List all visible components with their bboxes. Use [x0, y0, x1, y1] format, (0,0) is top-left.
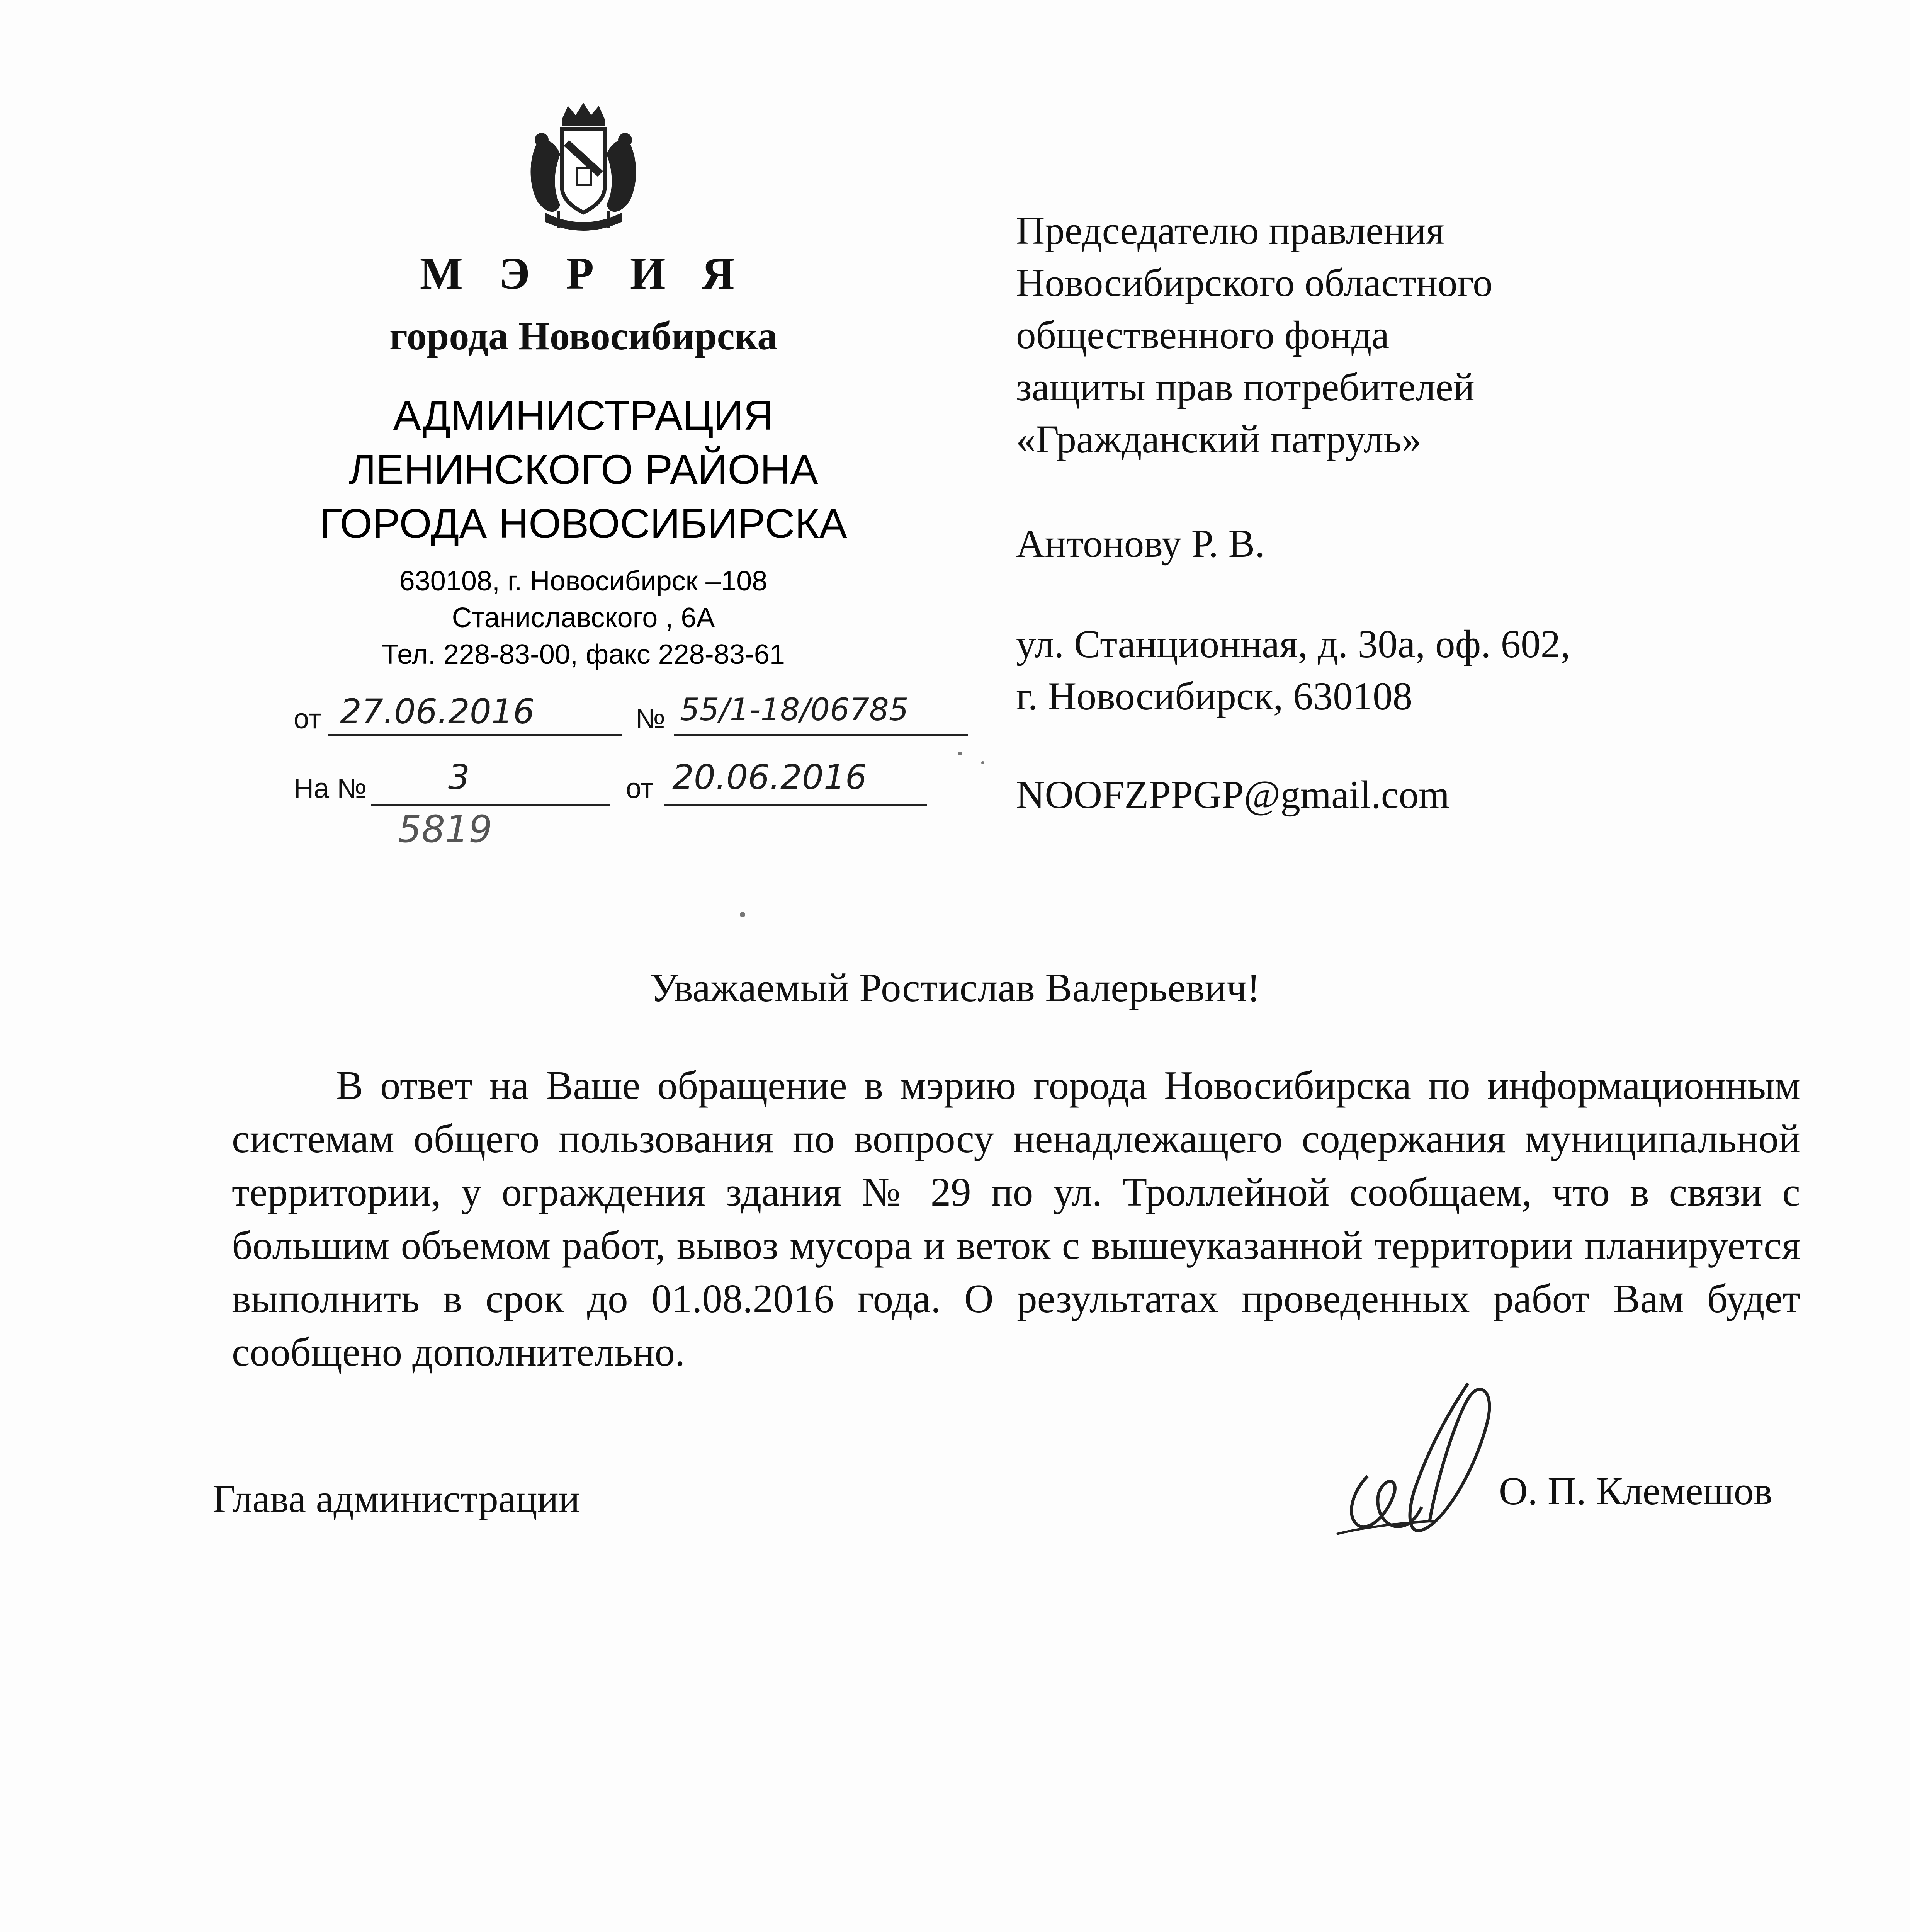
administration-line: АДМИНИСТРАЦИЯ [393, 392, 774, 439]
date-prefix: от [294, 704, 321, 735]
reply-number-prefix: На № [294, 773, 367, 804]
number-prefix: № [636, 704, 666, 735]
addressee-line: «Гражданский патруль» [1016, 417, 1422, 461]
addressee-line: Новосибирского областного [1016, 261, 1493, 305]
letterhead-city: города Новосибирска [389, 314, 778, 358]
addressee-line: защиты прав потребителей [1016, 365, 1475, 409]
addressee-line: общественного фонда [1016, 313, 1390, 357]
handwritten-signature [1321, 1376, 1538, 1553]
address-line: 630108, г. Новосибирск –108 [399, 566, 768, 597]
reply-number-handwritten: 3 [448, 757, 470, 797]
addressee-street: ул. Станционная, д. 30а, оф. 602, [1016, 622, 1571, 666]
date-handwritten: 27.06.2016 [340, 692, 535, 731]
scan-speck [958, 752, 962, 755]
addressee-email: NOOFZPPGP@gmail.com [1016, 773, 1450, 817]
address-line: Станиславского , 6А [452, 602, 715, 633]
reply-date-prefix: от [626, 773, 654, 804]
city-coat-of-arms-icon [514, 97, 653, 240]
signatory-name: О. П. Клемешов [1499, 1469, 1772, 1513]
reply-date-handwritten: 20.06.2016 [672, 757, 867, 797]
greeting: Уважаемый Ростислав Валерьевич! [649, 965, 1261, 1010]
administration-line: ГОРОДА НОВОСИБИРСКА [319, 500, 847, 547]
administration-line: ЛЕНИНСКОГО РАЙОНА [348, 446, 818, 493]
address-line: Тел. 228-83-00, факс 228-83-61 [382, 639, 785, 670]
number-handwritten: 55/1-18/06785 [680, 692, 909, 728]
signatory-position: Глава администрации [212, 1477, 580, 1521]
scan-speck [740, 912, 745, 917]
addressee-line: Председателю правления [1016, 209, 1444, 253]
letterhead-title: М Э Р И Я [420, 248, 747, 299]
scan-speck [981, 761, 984, 764]
addressee-city: г. Новосибирск, 630108 [1016, 674, 1413, 718]
reply-number-field [371, 765, 610, 806]
addressee-name: Антонову Р. В. [1016, 522, 1265, 566]
incoming-number-handwritten: 5819 [398, 808, 493, 851]
letter-body-paragraph: В ответ на Ваше обращение в мэрию города Новосибирска по информационным системам общего пользования по вопросу ненадлежащего содержания муниципальной территории, у ограждения здания № 29 по ул. Троллейной сообщаем, что в связи с большим объемом работ, вывоз мусора и веток с вышеуказанной территории планируется выполнить в срок до 01.08.2016 года. О результатах проведенных работ Вам будет сообщено дополнительно. [232, 1063, 1800, 1374]
